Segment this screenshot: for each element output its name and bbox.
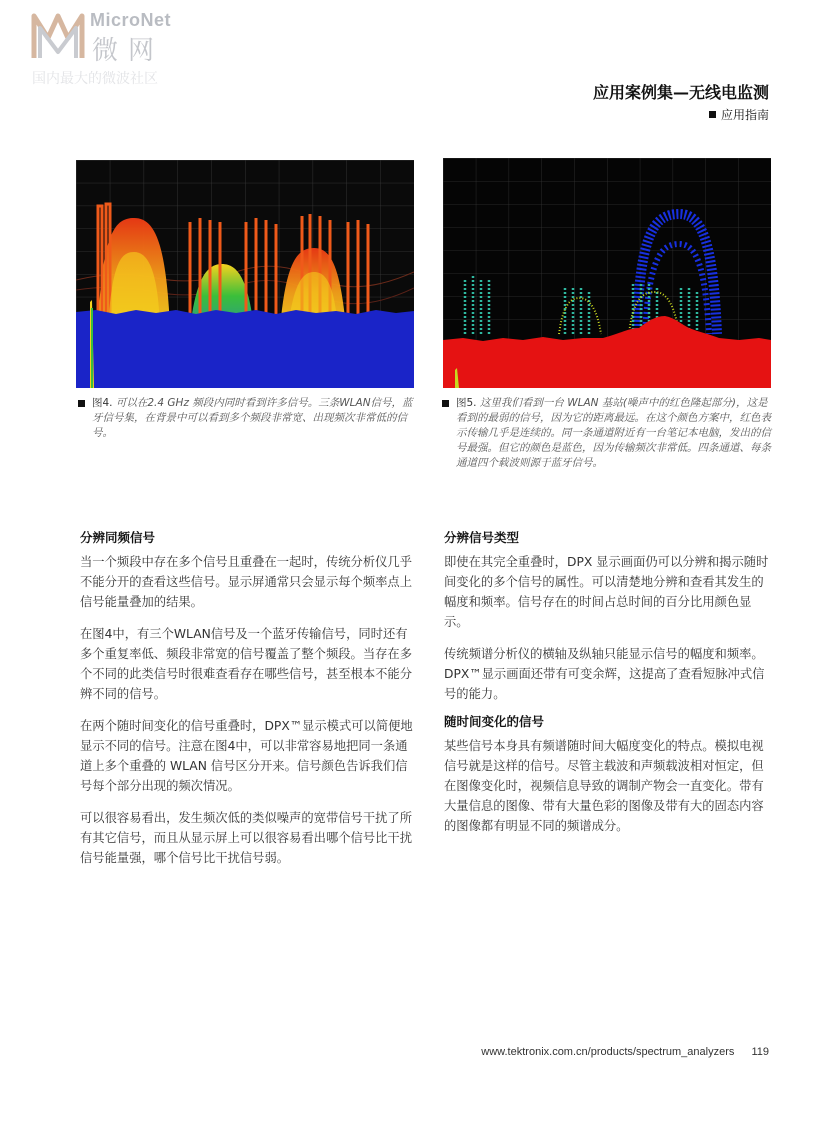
section-heading: 分辨同频信号 [80, 530, 156, 545]
micronet-logo-icon [30, 8, 86, 64]
figure-5-spectrum-image [443, 158, 771, 388]
square-bullet-icon [78, 400, 85, 407]
square-bullet-icon [442, 400, 449, 407]
paragraph: 当一个频段中存在多个信号且重叠在一起时，传统分析仪几乎不能分开的查看这些信号。显示屏通常只会显示每个频率点上信号能量叠加的结果。 [80, 555, 413, 609]
subtitle-text: 应用指南 [720, 108, 769, 122]
figure-4-number: 图4. [92, 397, 113, 409]
paragraph: 在两个随时间变化的信号重叠时，DPX™显示模式可以简便地显示不同的信号。注意在图4中，可以非常容易地把同一条通道上多个重叠的 WLAN 信号区分开来。信号颜色告诉我们信号每个部分出现的频次情况。 [80, 719, 413, 793]
page-number: 119 [751, 1046, 769, 1058]
logo-tagline: 国内最大的微波社区 [32, 71, 158, 87]
paragraph: 某些信号本身具有频谱随时间大幅度变化的特点。模拟电视信号就是这样的信号。尽管主载波和声频载波相对恒定，但在图像变化时，视频信息导致的调制产物会一直变化。带有大量信息的图像、带有大量色彩的图像及带有大的固态内容的图像都有明显不同的频谱成分。 [444, 739, 764, 833]
square-bullet-icon [709, 111, 716, 118]
left-column [80, 528, 416, 880]
logo-name-cn: 微网 [92, 36, 165, 66]
figure-5-number: 图5. [456, 397, 477, 409]
figure-5-caption [456, 396, 774, 471]
logo-name-en: MicroNet [90, 10, 172, 30]
footer-url-link[interactable]: www.tektronix.com.cn/products/spectrum_analyzers [481, 1046, 735, 1058]
figure-5-caption-text: 这里我们看到一台 WLAN 基站(噪声中的红色隆起部分)，这是看到的最弱的信号，因为它的距离最远。在这个颜色方案中，红色表示传输几乎是连续的。同一条通道附近有一台笔记本电脑，发出的信号最强。但它的颜色是蓝色，因为传输频次非常低。四条通道、每条通道四个载波则源于蓝牙信号。 [456, 397, 771, 469]
figure-4-svg [76, 160, 414, 388]
paragraph: 即使在其完全重叠时，DPX 显示画面仍可以分辨和揭示随时间变化的多个信号的属性。可以清楚地分辨和查看其发生的幅度和频率。信号存在的时间占总时间的百分比用颜色显示。 [444, 555, 769, 629]
paragraph: 可以很容易看出，发生频次低的类似噪声的宽带信号干扰了所有其它信号，而且从显示屏上可以很容易看出哪个信号比干扰信号能量强，哪个信号比干扰信号弱。 [80, 811, 413, 865]
paragraph: 在图4中，有三个WLAN信号及一个蓝牙传输信号，同时还有多个重复率低、频段非常宽的信号覆盖了整个频段。当存在多个不同的此类信号时很难查看存在哪些信号，甚至根本不能分辨不同的信号。 [80, 627, 413, 701]
right-column [444, 528, 776, 848]
page-footer [481, 1046, 769, 1058]
page-subtitle [709, 106, 769, 123]
figure-5-svg [443, 158, 771, 388]
figure-4-spectrum-image [76, 160, 414, 388]
micronet-logo [30, 6, 190, 86]
paragraph: 传统频谱分析仪的横轴及纵轴只能显示信号的幅度和频率。DPX™显示画面还带有可变余辉，这提高了查看短脉冲式信号的能力。 [444, 647, 765, 701]
page-title: 应用案例集—无线电监测 [592, 83, 769, 102]
section-heading: 随时间变化的信号 [444, 714, 545, 729]
figure-4-caption-text: 可以在2.4 GHz 频段内同时看到许多信号。三条WLAN信号，蓝牙信号集，在背景中可以看到多个频段非常宽、出现频次非常低的信号。 [92, 397, 413, 439]
figure-4-caption [92, 396, 414, 441]
section-heading: 分辨信号类型 [444, 530, 520, 545]
